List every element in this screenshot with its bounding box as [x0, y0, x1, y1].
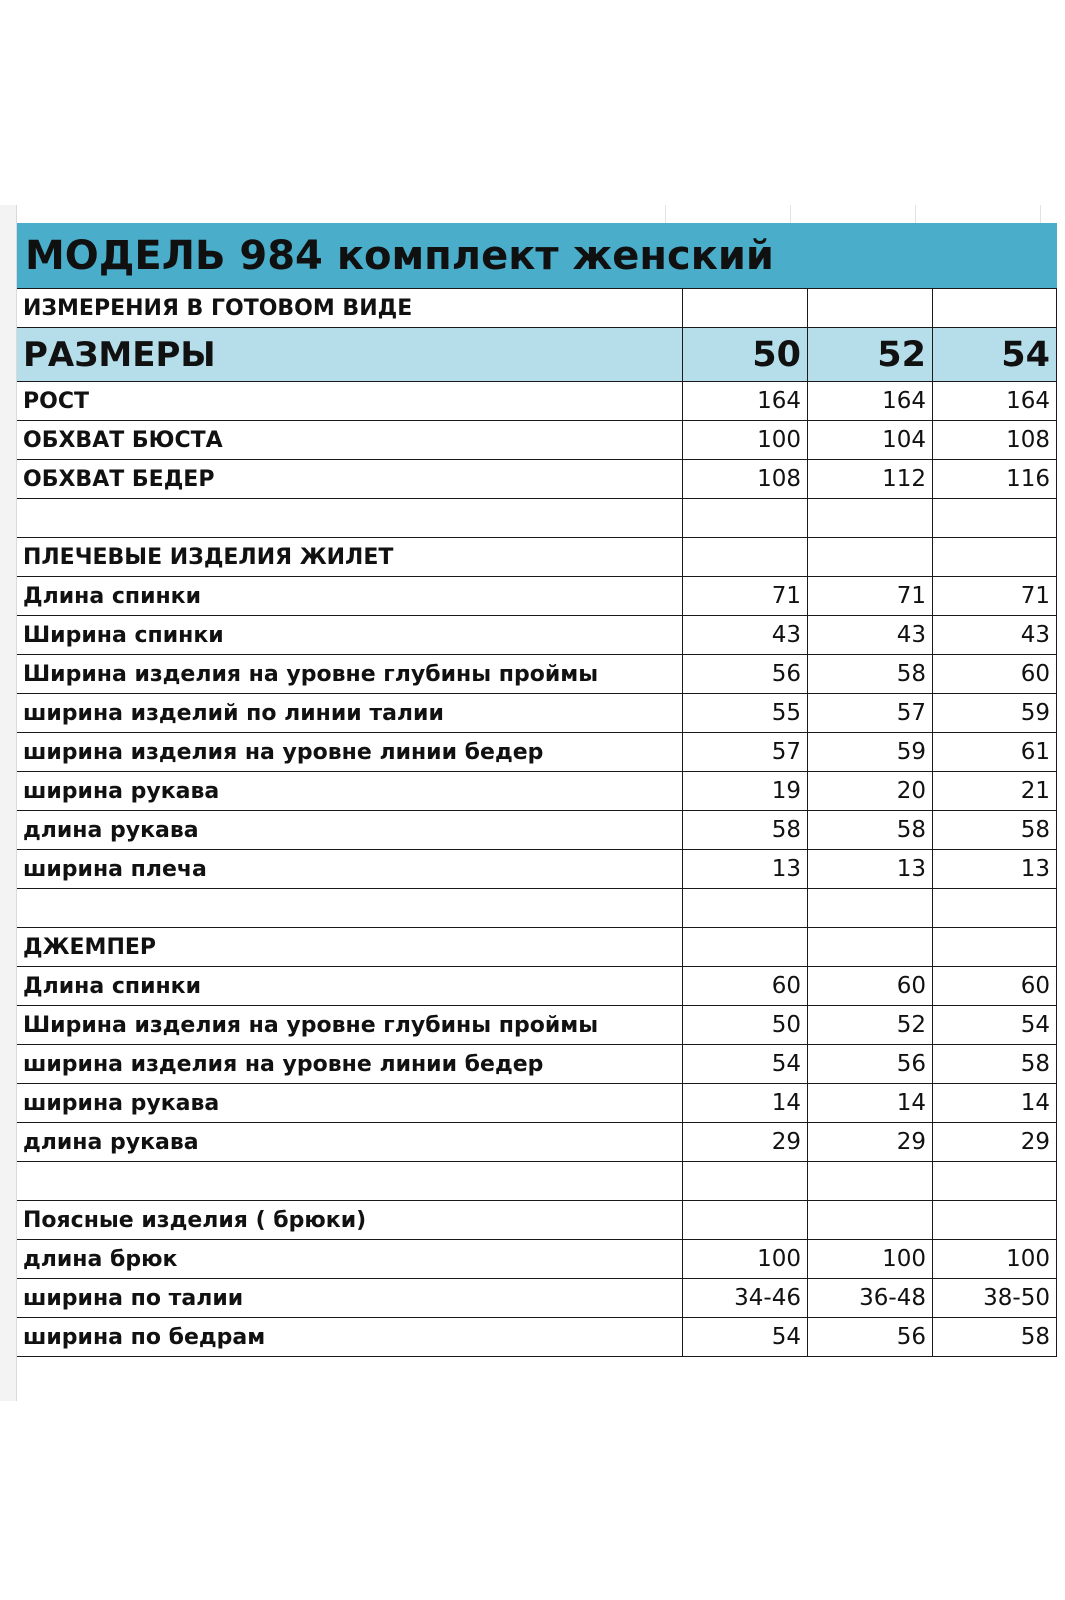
row-label: ширина изделий по линии талии — [23, 700, 444, 726]
row-value: 60 — [682, 967, 807, 1005]
row-value: 29 — [682, 1123, 807, 1161]
row-value: 58 — [932, 1045, 1057, 1083]
row-label: ОБХВАТ БЮСТА — [23, 427, 223, 453]
row-value: 14 — [807, 1084, 932, 1122]
row-value: 100 — [807, 1240, 932, 1278]
row-value: 60 — [807, 967, 932, 1005]
row-label: Поясные изделия ( брюки) — [23, 1207, 367, 1233]
row-label: ширина изделия на уровне линии бедер — [23, 1051, 544, 1077]
row-value: 36-48 — [807, 1279, 932, 1317]
title-row — [17, 223, 1057, 289]
table-row — [17, 1045, 1057, 1084]
row-value — [682, 538, 807, 576]
row-label: Ширина изделия на уровне глубины проймы — [23, 1012, 599, 1038]
row-value: 29 — [932, 1123, 1057, 1161]
size-table — [17, 223, 1057, 1357]
size-54: 54 — [932, 328, 1057, 381]
row-value: 164 — [682, 382, 807, 420]
table-row — [17, 1006, 1057, 1045]
row-value: 14 — [682, 1084, 807, 1122]
row-value — [807, 889, 932, 927]
row-value — [682, 1162, 807, 1200]
row-label: ДЖЕМПЕР — [23, 934, 157, 960]
sizes-label: РАЗМЕРЫ — [23, 334, 216, 375]
table-row — [17, 460, 1057, 499]
empty-cell — [807, 289, 932, 327]
empty-cell — [932, 289, 1057, 327]
table-row — [17, 577, 1057, 616]
row-value: 57 — [807, 694, 932, 732]
sizes-header-row — [17, 328, 1057, 382]
table-row — [17, 1279, 1057, 1318]
row-value: 43 — [807, 616, 932, 654]
row-label: ширина рукава — [23, 1090, 220, 1116]
row-value: 57 — [682, 733, 807, 771]
table-subtitle: ИЗМЕРЕНИЯ В ГОТОВОМ ВИДЕ — [23, 295, 413, 321]
row-label: ПЛЕЧЕВЫЕ ИЗДЕЛИЯ ЖИЛЕТ — [23, 544, 394, 570]
row-value — [932, 1201, 1057, 1239]
row-value — [682, 889, 807, 927]
row-label: длина рукава — [23, 817, 199, 843]
row-value: 58 — [682, 811, 807, 849]
gridline — [1040, 205, 1041, 225]
table-row — [17, 928, 1057, 967]
row-value: 71 — [807, 577, 932, 615]
size-50: 50 — [682, 328, 807, 381]
row-value — [807, 1162, 932, 1200]
row-value: 54 — [932, 1006, 1057, 1044]
row-value: 100 — [682, 1240, 807, 1278]
row-value: 21 — [932, 772, 1057, 810]
row-label: длина рукава — [23, 1129, 199, 1155]
row-label: ширина изделия на уровне линии бедер — [23, 739, 544, 765]
row-value: 38-50 — [932, 1279, 1057, 1317]
row-label: ширина по талии — [23, 1285, 244, 1311]
size-52: 52 — [807, 328, 932, 381]
row-value: 60 — [932, 967, 1057, 1005]
row-value — [932, 499, 1057, 537]
row-label: Длина спинки — [23, 583, 202, 609]
row-value: 43 — [682, 616, 807, 654]
row-value: 104 — [807, 421, 932, 459]
row-value: 19 — [682, 772, 807, 810]
table-row — [17, 421, 1057, 460]
row-label — [17, 1162, 682, 1200]
row-label: ширина рукава — [23, 778, 220, 804]
row-value: 71 — [932, 577, 1057, 615]
empty-cell — [682, 289, 807, 327]
row-value: 52 — [807, 1006, 932, 1044]
row-value — [807, 1201, 932, 1239]
row-value: 54 — [682, 1045, 807, 1083]
row-value: 56 — [807, 1045, 932, 1083]
row-value: 58 — [807, 811, 932, 849]
row-value: 50 — [682, 1006, 807, 1044]
row-value: 58 — [932, 811, 1057, 849]
table-row — [17, 1084, 1057, 1123]
row-value: 100 — [932, 1240, 1057, 1278]
measurement-rows — [17, 382, 1057, 1357]
subtitle-row — [17, 289, 1057, 328]
row-value: 13 — [807, 850, 932, 888]
row-value: 164 — [932, 382, 1057, 420]
size-chart-sheet — [0, 205, 1065, 1405]
row-value: 59 — [932, 694, 1057, 732]
table-row — [17, 655, 1057, 694]
row-value: 59 — [807, 733, 932, 771]
table-row — [17, 694, 1057, 733]
table-row — [17, 1318, 1057, 1357]
row-label — [17, 499, 682, 537]
table-row — [17, 616, 1057, 655]
gridline — [915, 205, 916, 225]
table-row — [17, 733, 1057, 772]
row-value: 14 — [932, 1084, 1057, 1122]
row-value: 100 — [682, 421, 807, 459]
row-value — [807, 928, 932, 966]
row-value: 20 — [807, 772, 932, 810]
row-value: 108 — [682, 460, 807, 498]
row-label — [17, 889, 682, 927]
table-row — [17, 772, 1057, 811]
row-label: ОБХВАТ БЕДЕР — [23, 466, 215, 492]
row-value: 116 — [932, 460, 1057, 498]
gridline — [665, 205, 666, 225]
row-value: 29 — [807, 1123, 932, 1161]
table-row — [17, 850, 1057, 889]
row-value: 55 — [682, 694, 807, 732]
table-row — [17, 499, 1057, 538]
row-label: Ширина изделия на уровне глубины проймы — [23, 661, 599, 687]
row-label: РОСТ — [23, 388, 89, 414]
row-value: 43 — [932, 616, 1057, 654]
row-value — [932, 928, 1057, 966]
table-row — [17, 1162, 1057, 1201]
row-value — [807, 499, 932, 537]
row-value: 164 — [807, 382, 932, 420]
row-value: 108 — [932, 421, 1057, 459]
row-value — [682, 928, 807, 966]
row-label: ширина плеча — [23, 856, 207, 882]
row-value: 54 — [682, 1318, 807, 1356]
row-value — [807, 538, 932, 576]
row-header-strip — [0, 205, 17, 1401]
table-row — [17, 889, 1057, 928]
row-value: 58 — [932, 1318, 1057, 1356]
row-value: 71 — [682, 577, 807, 615]
table-row — [17, 1201, 1057, 1240]
row-value: 13 — [682, 850, 807, 888]
table-row — [17, 382, 1057, 421]
table-row — [17, 1240, 1057, 1279]
table-row — [17, 1123, 1057, 1162]
table-row — [17, 538, 1057, 577]
table-title: МОДЕЛЬ 984 комплект женский — [25, 232, 774, 279]
table-row — [17, 967, 1057, 1006]
row-value — [682, 1201, 807, 1239]
row-value: 34-46 — [682, 1279, 807, 1317]
row-label: ширина по бедрам — [23, 1324, 266, 1350]
row-value — [932, 538, 1057, 576]
row-label: длина брюк — [23, 1246, 178, 1272]
row-value: 56 — [682, 655, 807, 693]
row-label: Ширина спинки — [23, 622, 224, 648]
row-value: 60 — [932, 655, 1057, 693]
row-value: 61 — [932, 733, 1057, 771]
row-value: 13 — [932, 850, 1057, 888]
row-value: 56 — [807, 1318, 932, 1356]
row-label: Длина спинки — [23, 973, 202, 999]
row-value: 58 — [807, 655, 932, 693]
row-value — [682, 499, 807, 537]
gridline — [790, 205, 791, 225]
table-row — [17, 811, 1057, 850]
row-value: 112 — [807, 460, 932, 498]
row-value — [932, 1162, 1057, 1200]
row-value — [932, 889, 1057, 927]
